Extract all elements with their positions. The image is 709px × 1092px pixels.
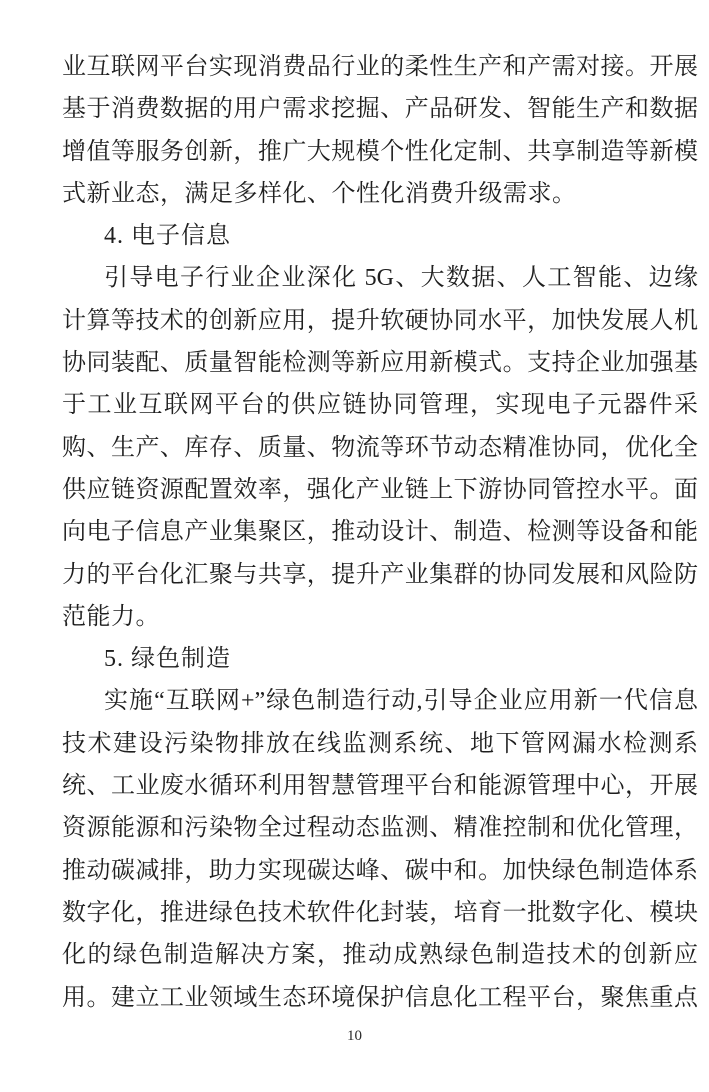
text-line: 用。建立工业领域生态环境保护信息化工程平台，聚焦重点 [62, 984, 698, 1011]
text-line: 技术建设污染物排放在线监测系统、地下管网漏水检测系 [62, 730, 698, 757]
section-heading: 4. 电子信息 [104, 223, 231, 250]
text-line: 供应链资源配置效率，强化产业链上下游协同管控水平。面 [62, 476, 698, 503]
section-heading: 5. 绿色制造 [104, 646, 231, 673]
text-line: 力的平台化汇聚与共享，提升产业集群的协同发展和风险防 [62, 561, 698, 588]
text-line: 于工业互联网平台的供应链协同管理，实现电子元器件采 [62, 392, 698, 419]
text-line: 业互联网平台实现消费品行业的柔性生产和产需对接。开展 [62, 54, 698, 80]
text-line: 资源能源和污染物全过程动态监测、精准控制和优化管理， [62, 815, 698, 842]
text-line: 实施“互联网+”绿色制造行动,引导企业应用新一代信息 [104, 688, 698, 715]
text-block [62, 46, 698, 1019]
text-line: 引导电子行业企业深化 5G、大数据、人工智能、边缘 [104, 265, 698, 292]
text-line: 向电子信息产业集聚区，推动设计、制造、检测等设备和能 [62, 519, 698, 546]
text-line: 范能力。 [62, 603, 160, 630]
page-number: 10 [347, 1028, 362, 1044]
text-line: 增值等服务创新，推广大规模个性化定制、共享制造等新模 [62, 138, 698, 165]
text-line: 协同装配、质量智能检测等新应用新模式。支持企业加强基 [62, 350, 698, 377]
text-line: 式新业态，满足多样化、个性化消费升级需求。 [62, 180, 577, 207]
text-line: 计算等技术的创新应用，提升软硬协同水平，加快发展人机 [62, 307, 698, 334]
text-line: 推动碳减排，助力实现碳达峰、碳中和。加快绿色制造体系 [62, 857, 698, 884]
text-line: 数字化，推进绿色技术软件化封装，培育一批数字化、模块 [62, 899, 698, 926]
text-line: 基于消费数据的用户需求挖掘、产品研发、智能生产和数据 [62, 96, 698, 123]
text-line: 化的绿色制造解决方案，推动成熟绿色制造技术的创新应 [62, 942, 698, 969]
text-line: 购、生产、库存、质量、物流等环节动态精准协同，优化全 [62, 434, 698, 461]
text-line: 统、工业废水循环利用智慧管理平台和能源管理中心，开展 [62, 773, 698, 800]
